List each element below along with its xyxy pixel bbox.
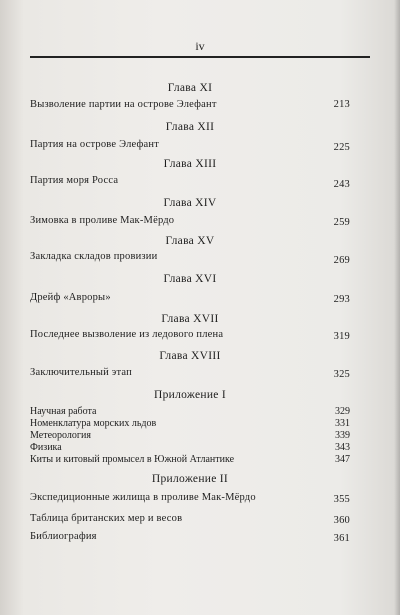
appendix-heading: Приложение I [153, 389, 227, 401]
chapter-heading: Глава XIV [163, 197, 217, 209]
toc-item [30, 454, 350, 466]
toc-entry-page: 360 [333, 515, 350, 526]
chapter-heading: Глава XIII [163, 158, 217, 170]
chapter-heading: Глава XVIII [159, 350, 221, 362]
chapter-heading: Глава XII [165, 121, 215, 133]
toc-item-page: 331 [335, 418, 350, 429]
toc-item [30, 406, 350, 418]
toc-item-title: Номенклатура морских льдов [30, 418, 157, 429]
toc-entry-page: 225 [333, 142, 350, 153]
toc-item-title: Метеорология [30, 430, 91, 441]
toc-entry-page: 355 [333, 494, 350, 505]
toc-item-page: 339 [335, 430, 350, 441]
toc-entry-title: Партия на острове Элефант [30, 139, 159, 150]
toc-entry-page: 269 [333, 255, 350, 266]
toc-entry-title: Партия моря Росса [30, 175, 119, 186]
toc-entry-page: 293 [333, 294, 350, 305]
toc-item-title: Научная работа [30, 406, 97, 417]
toc-item [30, 430, 350, 442]
toc-entry-page: 213 [333, 99, 350, 110]
chapter-heading: Глава XV [165, 235, 215, 247]
toc-entry-page: 243 [333, 179, 350, 190]
toc-entry-title: Вызволение партии на острове Элефант [30, 99, 217, 110]
toc-entry-title: Закладка складов провизии [30, 251, 158, 262]
toc-item-page: 347 [335, 454, 350, 465]
page-edge-shadow [394, 0, 400, 615]
toc-item-title: Киты и китовый промысел в Южной Атлантике [30, 454, 235, 465]
toc-entry-page: 325 [333, 369, 350, 380]
chapter-heading: Глава XVII [161, 313, 219, 325]
toc-entry-title: Заключительный этап [30, 367, 132, 378]
toc-item [30, 442, 350, 454]
toc-item-page: 329 [335, 406, 350, 417]
header-rule [30, 56, 370, 58]
toc-entry-title: Библиография [30, 531, 97, 542]
chapter-heading: Глава XI [167, 82, 213, 94]
toc-entry-page: 259 [333, 217, 350, 228]
toc-item-page: 343 [335, 442, 350, 453]
toc-entry-page: 361 [333, 533, 350, 544]
page-number: iv [195, 39, 205, 53]
chapter-heading: Глава XVI [163, 273, 217, 285]
toc-entry-page: 319 [333, 331, 350, 342]
toc-item-title: Физика [30, 442, 62, 453]
toc-entry-title: Зимовка в проливе Мак-Мёрдо [30, 215, 175, 226]
appendix-heading: Приложение II [151, 473, 229, 485]
toc-entry-title: Таблица британских мер и весов [30, 513, 183, 524]
toc-entry-title: Экспедиционные жилища в проливе Мак-Мёрдо [30, 492, 256, 503]
toc-entry-title: Последнее вызволение из ледового плена [30, 329, 224, 340]
toc-item [30, 418, 350, 430]
toc-entry-title: Дрейф «Авроры» [30, 292, 111, 303]
